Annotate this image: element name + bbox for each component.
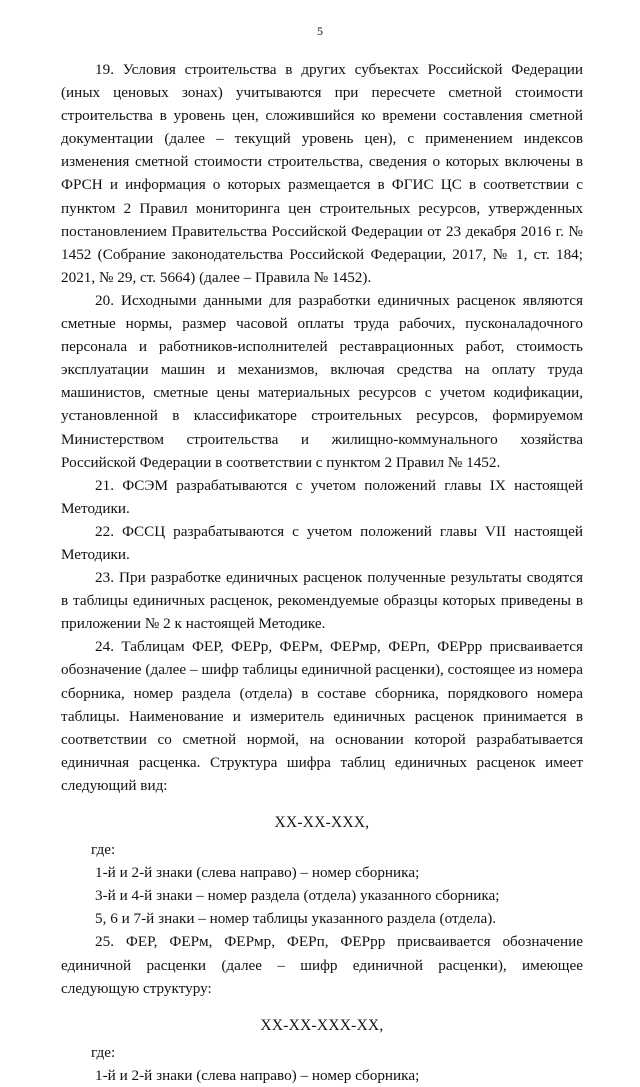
paragraph-22: 22. ФССЦ разрабатываются с учетом положений главы VII настоящей Методики. [61, 522, 583, 563]
paragraph-24: 24. Таблицам ФЕР, ФЕРр, ФЕРм, ФЕРмр, ФЕРп, ФЕРрр присваивается обозначение (далее – шифр таблицы единичной расценки), состоящее из номера сборника, номер раздела (отдела) в составе сборника, порядкового номера таблицы. Наименование и измеритель единичных расценок принимается в соответствии со сметной нормой, на основании которой разрабатывается единичная расценка. Структура шифра таблиц единичных расценок имеет следующий вид: [61, 638, 583, 794]
paragraph-23: 23. При разработке единичных расценок полученные результаты сводятся в таблицы единичных расценок, рекомендуемые образцы которых приведены в приложении № 2 к настоящей Методике. [61, 569, 583, 633]
table-code-format: XX-XX-XXX, [274, 814, 370, 831]
rate-code-format: XX-XX-XXX-XX, [260, 1016, 384, 1034]
code-explanation-line: 3-й и 4-й знаки – номер раздела (отдела) указанного сборника; [95, 887, 500, 905]
document-body [61, 58, 583, 1087]
page-number: 5 [317, 24, 323, 38]
code-explanation-line: 1-й и 2-й знаки (слева направо) – номер сборника; [95, 1066, 420, 1084]
paragraph-20: 20. Исходными данными для разработки единичных расценок являются сметные нормы, размер часовой оплаты труда рабочих, пусконаладочного персонала и работников-исполнителей реставрационных работ, стоимость эксплуатации машин и механизмов, включая средства на оплату труда машинистов, сметные цены материальных ресурсов с учетом кодификации, установленной в классификаторе строительных ресурсов, формируемом Министерством строительства и жилищно-коммунального хозяйства Российской Федерации в соответствии с пунктом 2 Правил № 1452. [61, 291, 583, 471]
paragraph-19: 19. Условия строительства в других субъектах Российской Федерации (иных ценовых зонах) учитываются при пересчете сметной стоимости строительства в уровень цен, сложившийся ко времени составления сметной документации (далее – текущий уровень цен), с применением индексов изменения сметной стоимости строительства, сведения о которых включены в ФРСН и информация о которых размещается в ФГИС ЦС в соответствии с пунктом 2 Правил мониторинга цен строительных ресурсов, утвержденных постановлением Правительства Российской Федерации от 23 декабря 2016 г. № 1452 (Собрание законодательства Российской Федерации, 2017, № 1, ст. 184; 2021, № 29, ст. 5664) (далее – Правила № 1452). [61, 61, 583, 286]
where-label: где: [91, 1043, 116, 1061]
where-label: где: [91, 841, 116, 859]
code-explanation-line: 1-й и 2-й знаки (слева направо) – номер сборника; [95, 864, 420, 882]
code-explanation-line: 5, 6 и 7-й знаки – номер таблицы указанного раздела (отдела). [95, 910, 497, 928]
paragraph-25: 25. ФЕР, ФЕРм, ФЕРмр, ФЕРп, ФЕРрр присваивается обозначение единичной расценки (далее – шифр единичной расценки), имеющее следующую структуру: [61, 933, 583, 997]
paragraph-21: 21. ФСЭМ разрабатываются с учетом положений главы IX настоящей Методики. [61, 476, 583, 517]
